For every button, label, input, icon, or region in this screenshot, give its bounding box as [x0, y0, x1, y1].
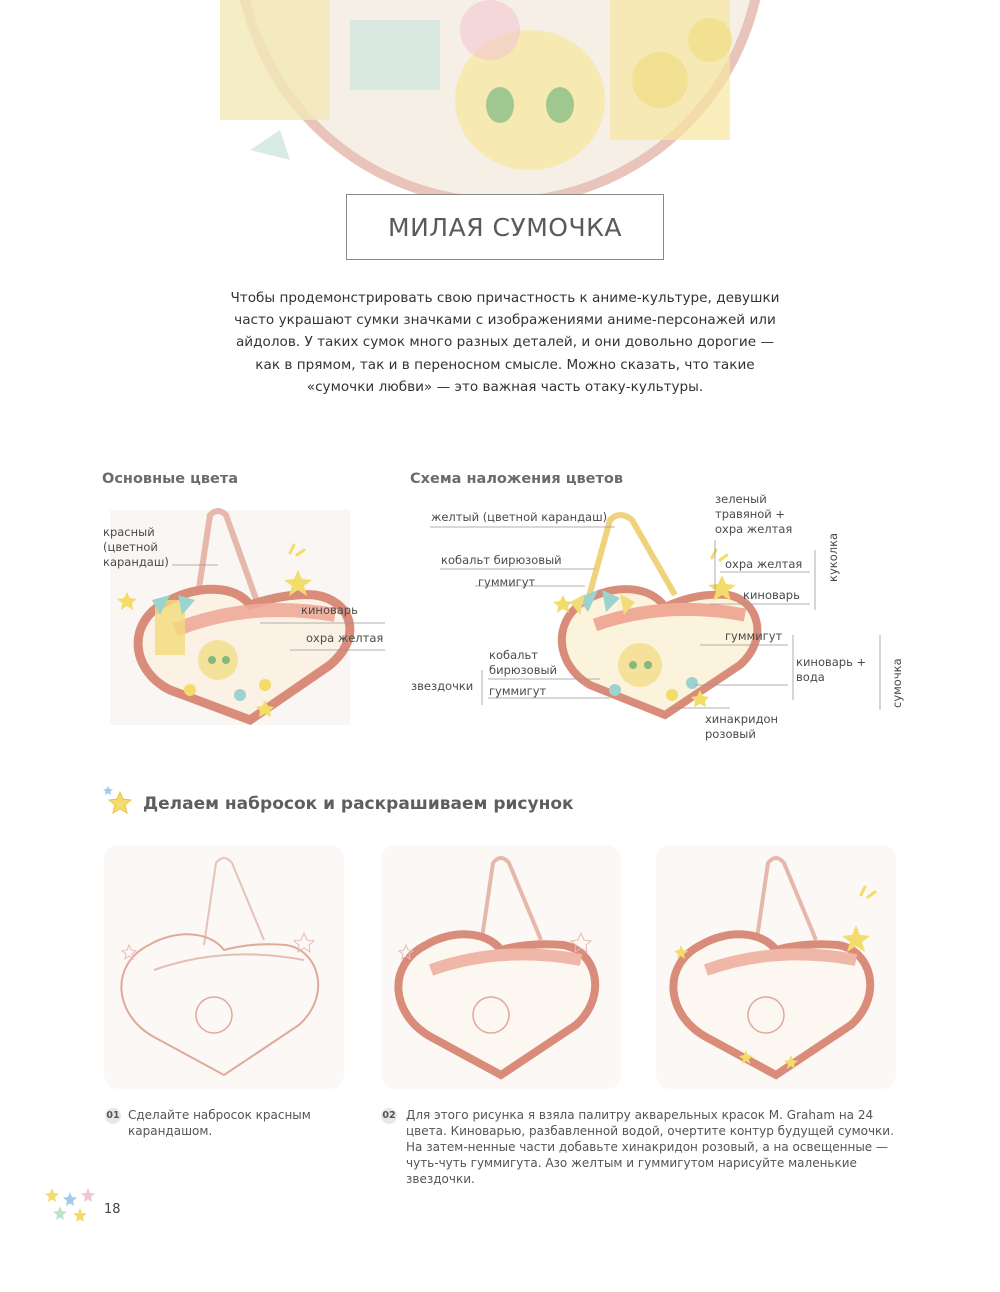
label-quinacridone: хинакридон розовый: [705, 712, 779, 741]
layering-bag-illustration: [410, 490, 920, 750]
main-colors-heading: Основные цвета: [102, 471, 239, 487]
label-gamboge-stars: гуммигут: [489, 684, 547, 698]
page-title: МИЛАЯ СУМОЧКА: [388, 212, 622, 242]
step-image-3: [656, 845, 896, 1089]
intro-line: часто украшают сумки значками с изображениями аниме-персонажей или: [234, 312, 776, 329]
label-cobalt-turquoise: кобальт бирюзовый: [441, 553, 562, 567]
label-cinnabar-doll: киноварь: [743, 588, 800, 602]
step-text-2: Для этого рисунка я взяла палитру акварельных красок M. Graham на 24 цвета. Киноварью, разбавленной водой, очертите контур будущей сумочки. На затем-ненные части добавьте хинакридон розовый, а на освещенные — чуть-чуть гуммигута. Азо желтым и гуммигутом нарисуйте маленькие звездочки.: [406, 1108, 894, 1186]
star-icon: [101, 784, 135, 818]
steps-heading: Делаем набросок и раскрашиваем рисунок: [143, 794, 574, 814]
step-text-1: Сделайте набросок красным карандашом.: [128, 1108, 311, 1138]
stars-bag-illustration: [656, 845, 896, 1089]
intro-line: «сумочки любви» — это важная часть отаку-культуры.: [306, 378, 704, 395]
label-green-ochre: зеленый травяной + охра желтая: [715, 492, 793, 536]
label-ochre: охра желтая: [306, 631, 384, 645]
label-cinnabar: киноварь: [301, 603, 358, 617]
label-red-pencil: красный (цветной карандаш): [103, 525, 169, 569]
label-cinnabar-water: киноварь + вода: [796, 655, 867, 684]
label-yellow-pencil: желтый (цветной карандаш): [431, 510, 608, 524]
label-gamboge-right: гуммигут: [725, 629, 783, 643]
step-image-2: [381, 845, 621, 1089]
label-cobalt-turquoise-stars: кобальт бирюзовый: [489, 648, 558, 677]
intro-line: айдолов. У таких сумок много разных деталей, и они довольно дорогие —: [235, 334, 775, 351]
label-gamboge-left: гуммигут: [478, 575, 536, 589]
corner-stars-decoration: [40, 1184, 100, 1228]
intro-paragraph: [195, 287, 815, 398]
hero-illustration: [190, 0, 810, 200]
label-stars: звездочки: [411, 679, 474, 693]
label-ochre-doll: охра желтая: [725, 557, 803, 571]
page-number: 18: [104, 1202, 121, 1217]
cinnabar-outline-bag-illustration: [381, 845, 621, 1089]
intro-line: Чтобы продемонстрировать свою причастность к аниме-культуре, девушки: [230, 290, 780, 306]
step-number-2: 02: [381, 1108, 397, 1124]
label-bag-group: сумочка: [890, 658, 904, 708]
intro-line: как в прямом, так и в переносном смысле. Можно сказать, что такие: [255, 356, 755, 373]
step-number-1: 01: [105, 1108, 121, 1124]
label-doll-group: куколка: [826, 532, 840, 582]
page-title-box: [346, 194, 664, 260]
step-image-1: [104, 845, 344, 1089]
layering-heading: Схема наложения цветов: [410, 471, 623, 487]
sketch-bag-illustration: [104, 845, 344, 1089]
